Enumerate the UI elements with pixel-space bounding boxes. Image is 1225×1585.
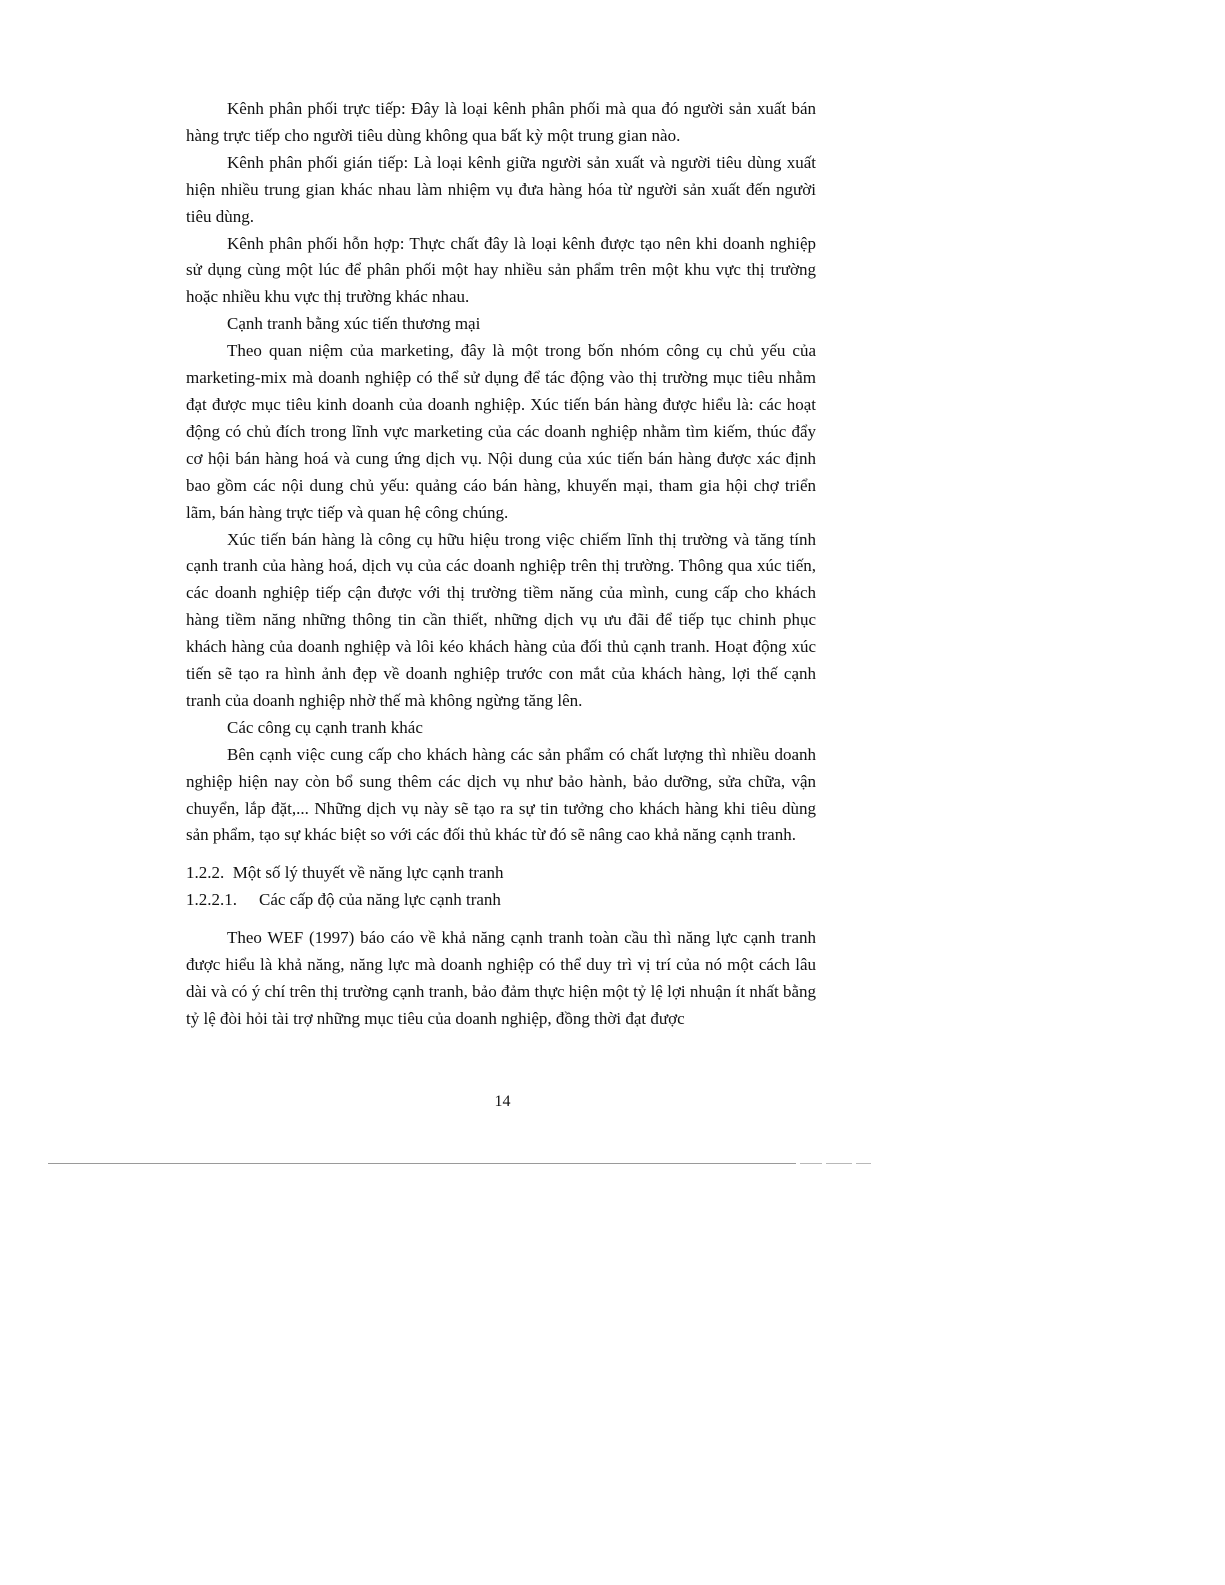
- page-bottom-rule: [48, 1163, 796, 1164]
- section-number: 1.2.2.: [186, 863, 225, 883]
- section-title: Một số lý thuyết về năng lực cạnh tranh: [232, 863, 504, 883]
- paragraph-indirect-channel: Kênh phân phối gián tiếp: Là loại kênh giữa người sản xuất và người tiêu dùng xuất hiện nhiều trung gian khác nhau làm nhiệm vụ đưa hàng hóa từ người sản xuất đến người tiêu dùng.: [186, 152, 816, 226]
- paragraph-additional-services: Bên cạnh việc cung cấp cho khách hàng các sản phẩm có chất lượng thì nhiều doanh nghiệp hiện nay còn bổ sung thêm các dịch vụ như bảo hành, bảo dưỡng, sửa chữa, vận chuyển, lắp đặt,... Những dịch vụ này sẽ tạo ra sự tin tưởng cho khách hàng khi tiêu dùng sản phẩm, tạo sự khác biệt so với các đối thủ khác từ đó sẽ nâng cao khả năng cạnh tranh.: [186, 744, 816, 845]
- subsection-title: Các cấp độ của năng lực cạnh tranh: [259, 890, 501, 910]
- rule-dash: [826, 1163, 852, 1164]
- section-heading-1-2-2: [186, 860, 816, 887]
- rule-dash: [856, 1163, 871, 1164]
- page-number: 14: [494, 1093, 511, 1110]
- paragraph-direct-channel: Kênh phân phối trực tiếp: Đây là loại kênh phân phối mà qua đó người sản xuất bán hàng trực tiếp cho người tiêu dùng không qua bất kỳ một trung gian nào.: [186, 99, 816, 145]
- section-heading-1-2-2-1: [186, 887, 816, 914]
- paragraph-sales-promotion: Xúc tiến bán hàng là công cụ hữu hiệu trong việc chiếm lĩnh thị trường và tăng tính cạnh tranh của hàng hoá, dịch vụ của các doanh nghiệp trên thị trường. Thông qua xúc tiến, các doanh nghiệp tiếp cận được với thị trường tiềm năng của mình, cung cấp cho khách hàng tiềm năng những thông tin cần thiết, những dịch vụ ưu đãi để tiếp tục chinh phục khách hàng của doanh nghiệp và lôi kéo khách hàng của đối thủ cạnh tranh. Hoạt động xúc tiến sẽ tạo ra hình ảnh đẹp về doanh nghiệp trước con mắt của khách hàng, lợi thế cạnh tranh của doanh nghiệp nhờ thế mà không ngừng tăng lên.: [186, 529, 816, 710]
- paragraph-marketing-concept: Theo quan niệm của marketing, đây là một trong bốn nhóm công cụ chủ yếu của marketing-mix mà doanh nghiệp có thể sử dụng để tác động vào thị trường mục tiêu nhằm đạt được mục tiêu kinh doanh của doanh nghiệp. Xúc tiến bán hàng được hiểu là: các hoạt động có chủ đích trong lĩnh vực marketing của các doanh nghiệp nhằm tìm kiếm, thúc đẩy cơ hội bán hàng hoá và cung ứng dịch vụ. Nội dung của xúc tiến bán hàng được xác định bao gồm các nội dung chủ yếu: quảng cáo bán hàng, khuyến mại, tham gia hội chợ triển lãm, bán hàng trực tiếp và quan hệ công chúng.: [186, 341, 816, 522]
- rule-dash: [800, 1163, 822, 1164]
- subheading-other-tools: Các công cụ cạnh tranh khác: [227, 717, 423, 737]
- paragraph-wef-definition: Theo WEF (1997) báo cáo về khả năng cạnh tranh toàn cầu thì năng lực cạnh tranh được hiểu là khả năng, năng lực mà doanh nghiệp có thể duy trì vị trí của nó một cách lâu dài và có ý chí trên thị trường cạnh tranh, bảo đảm thực hiện một tỷ lệ lợi nhuận ít nhất bằng tỷ lệ đòi hỏi tài trợ những mục tiêu của doanh nghiệp, đồng thời đạt được: [186, 928, 816, 1028]
- document-body: [186, 96, 816, 1033]
- subsection-number: 1.2.2.1.: [186, 890, 237, 910]
- subheading-trade-promotion: Cạnh tranh bằng xúc tiến thương mại: [227, 314, 481, 334]
- paragraph-mixed-channel: Kênh phân phối hỗn hợp: Thực chất đây là loại kênh được tạo nên khi doanh nghiệp sử dụng cùng một lúc để phân phối một hay nhiều sản phẩm trên một khu vực thị trường hoặc nhiều khu vực thị trường khác nhau.: [186, 233, 816, 307]
